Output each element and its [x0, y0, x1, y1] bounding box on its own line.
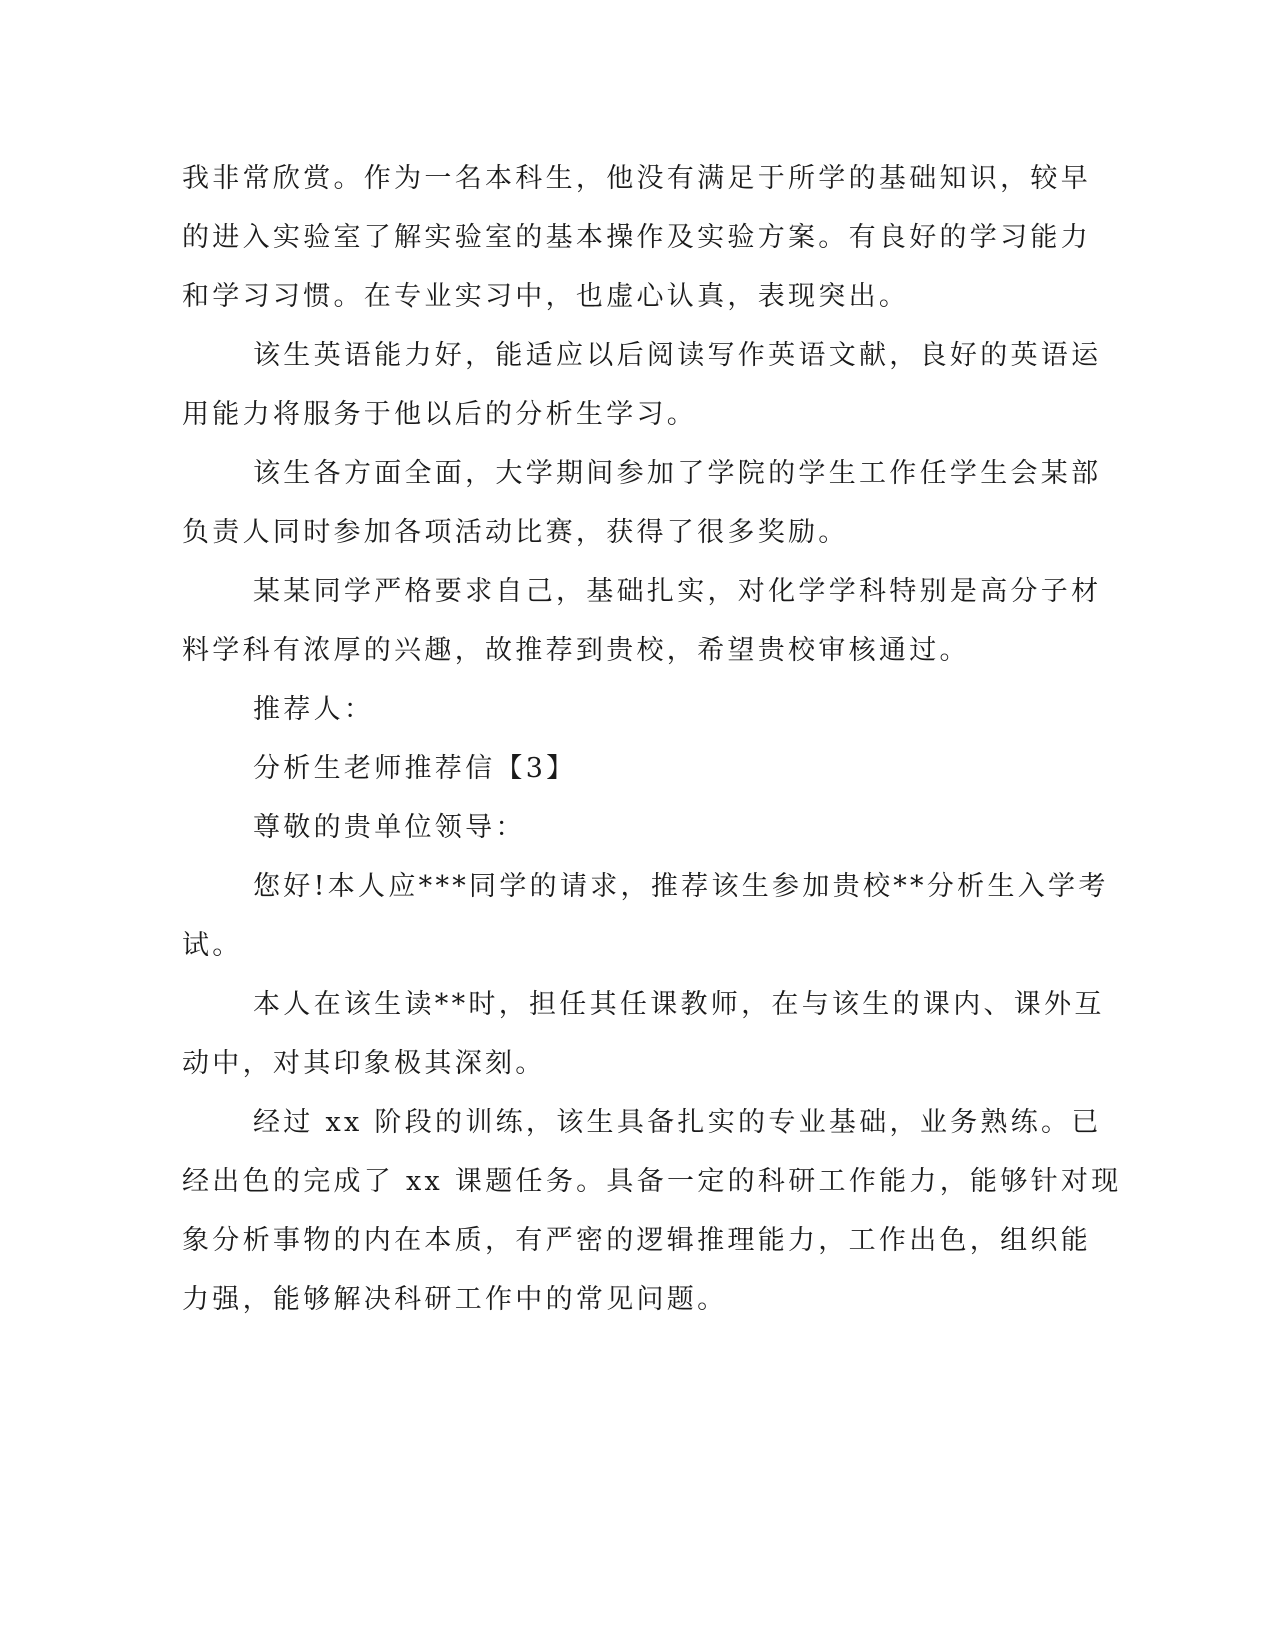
text-line: 本人在该生读**时，担任其任课教师，在与该生的课内、课外互 [253, 989, 1105, 1020]
text-line: 该生英语能力好，能适应以后阅读写作英语文献，良好的英语运 [253, 340, 1102, 371]
text-line: 经过 xx 阶段的训练，该生具备扎实的专业基础，业务熟练。已 [253, 1107, 1102, 1138]
text-line: 动中，对其印象极其深刻。 [182, 1048, 546, 1079]
section-heading: 分析生老师推荐信【3】 [253, 753, 577, 784]
text-line: 和学习习惯。在专业实习中，也虚心认真，表现突出。 [182, 281, 910, 312]
text-line: 试。 [182, 930, 243, 961]
text-line: 您好!本人应***同学的请求，推荐该生参加贵校**分析生入学考 [253, 871, 1109, 902]
text-line: 象分析事物的内在本质，有严密的逻辑推理能力，工作出色，组织能 [182, 1225, 1091, 1256]
text-line: 力强，能够解决科研工作中的常见问题。 [182, 1284, 728, 1315]
text-line: 负责人同时参加各项活动比赛，获得了很多奖励。 [182, 517, 849, 548]
text-line: 我非常欣赏。作为一名本科生，他没有满足于所学的基础知识，较早 [182, 163, 1091, 194]
text-line: 某某同学严格要求自己，基础扎实，对化学学科特别是高分子材 [253, 576, 1102, 607]
text-line: 该生各方面全面，大学期间参加了学院的学生工作任学生会某部 [253, 458, 1102, 489]
text-line: 推荐人： [253, 694, 375, 725]
text-line: 用能力将服务于他以后的分析生学习。 [182, 399, 698, 430]
text-line: 料学科有浓厚的兴趣，故推荐到贵校，希望贵校审核通过。 [182, 635, 970, 666]
text-line: 经出色的完成了 xx 课题任务。具备一定的科研工作能力，能够针对现 [182, 1166, 1122, 1197]
text-line: 的进入实验室了解实验室的基本操作及实验方案。有良好的学习能力 [182, 222, 1091, 253]
salutation: 尊敬的贵单位领导： [253, 812, 526, 843]
